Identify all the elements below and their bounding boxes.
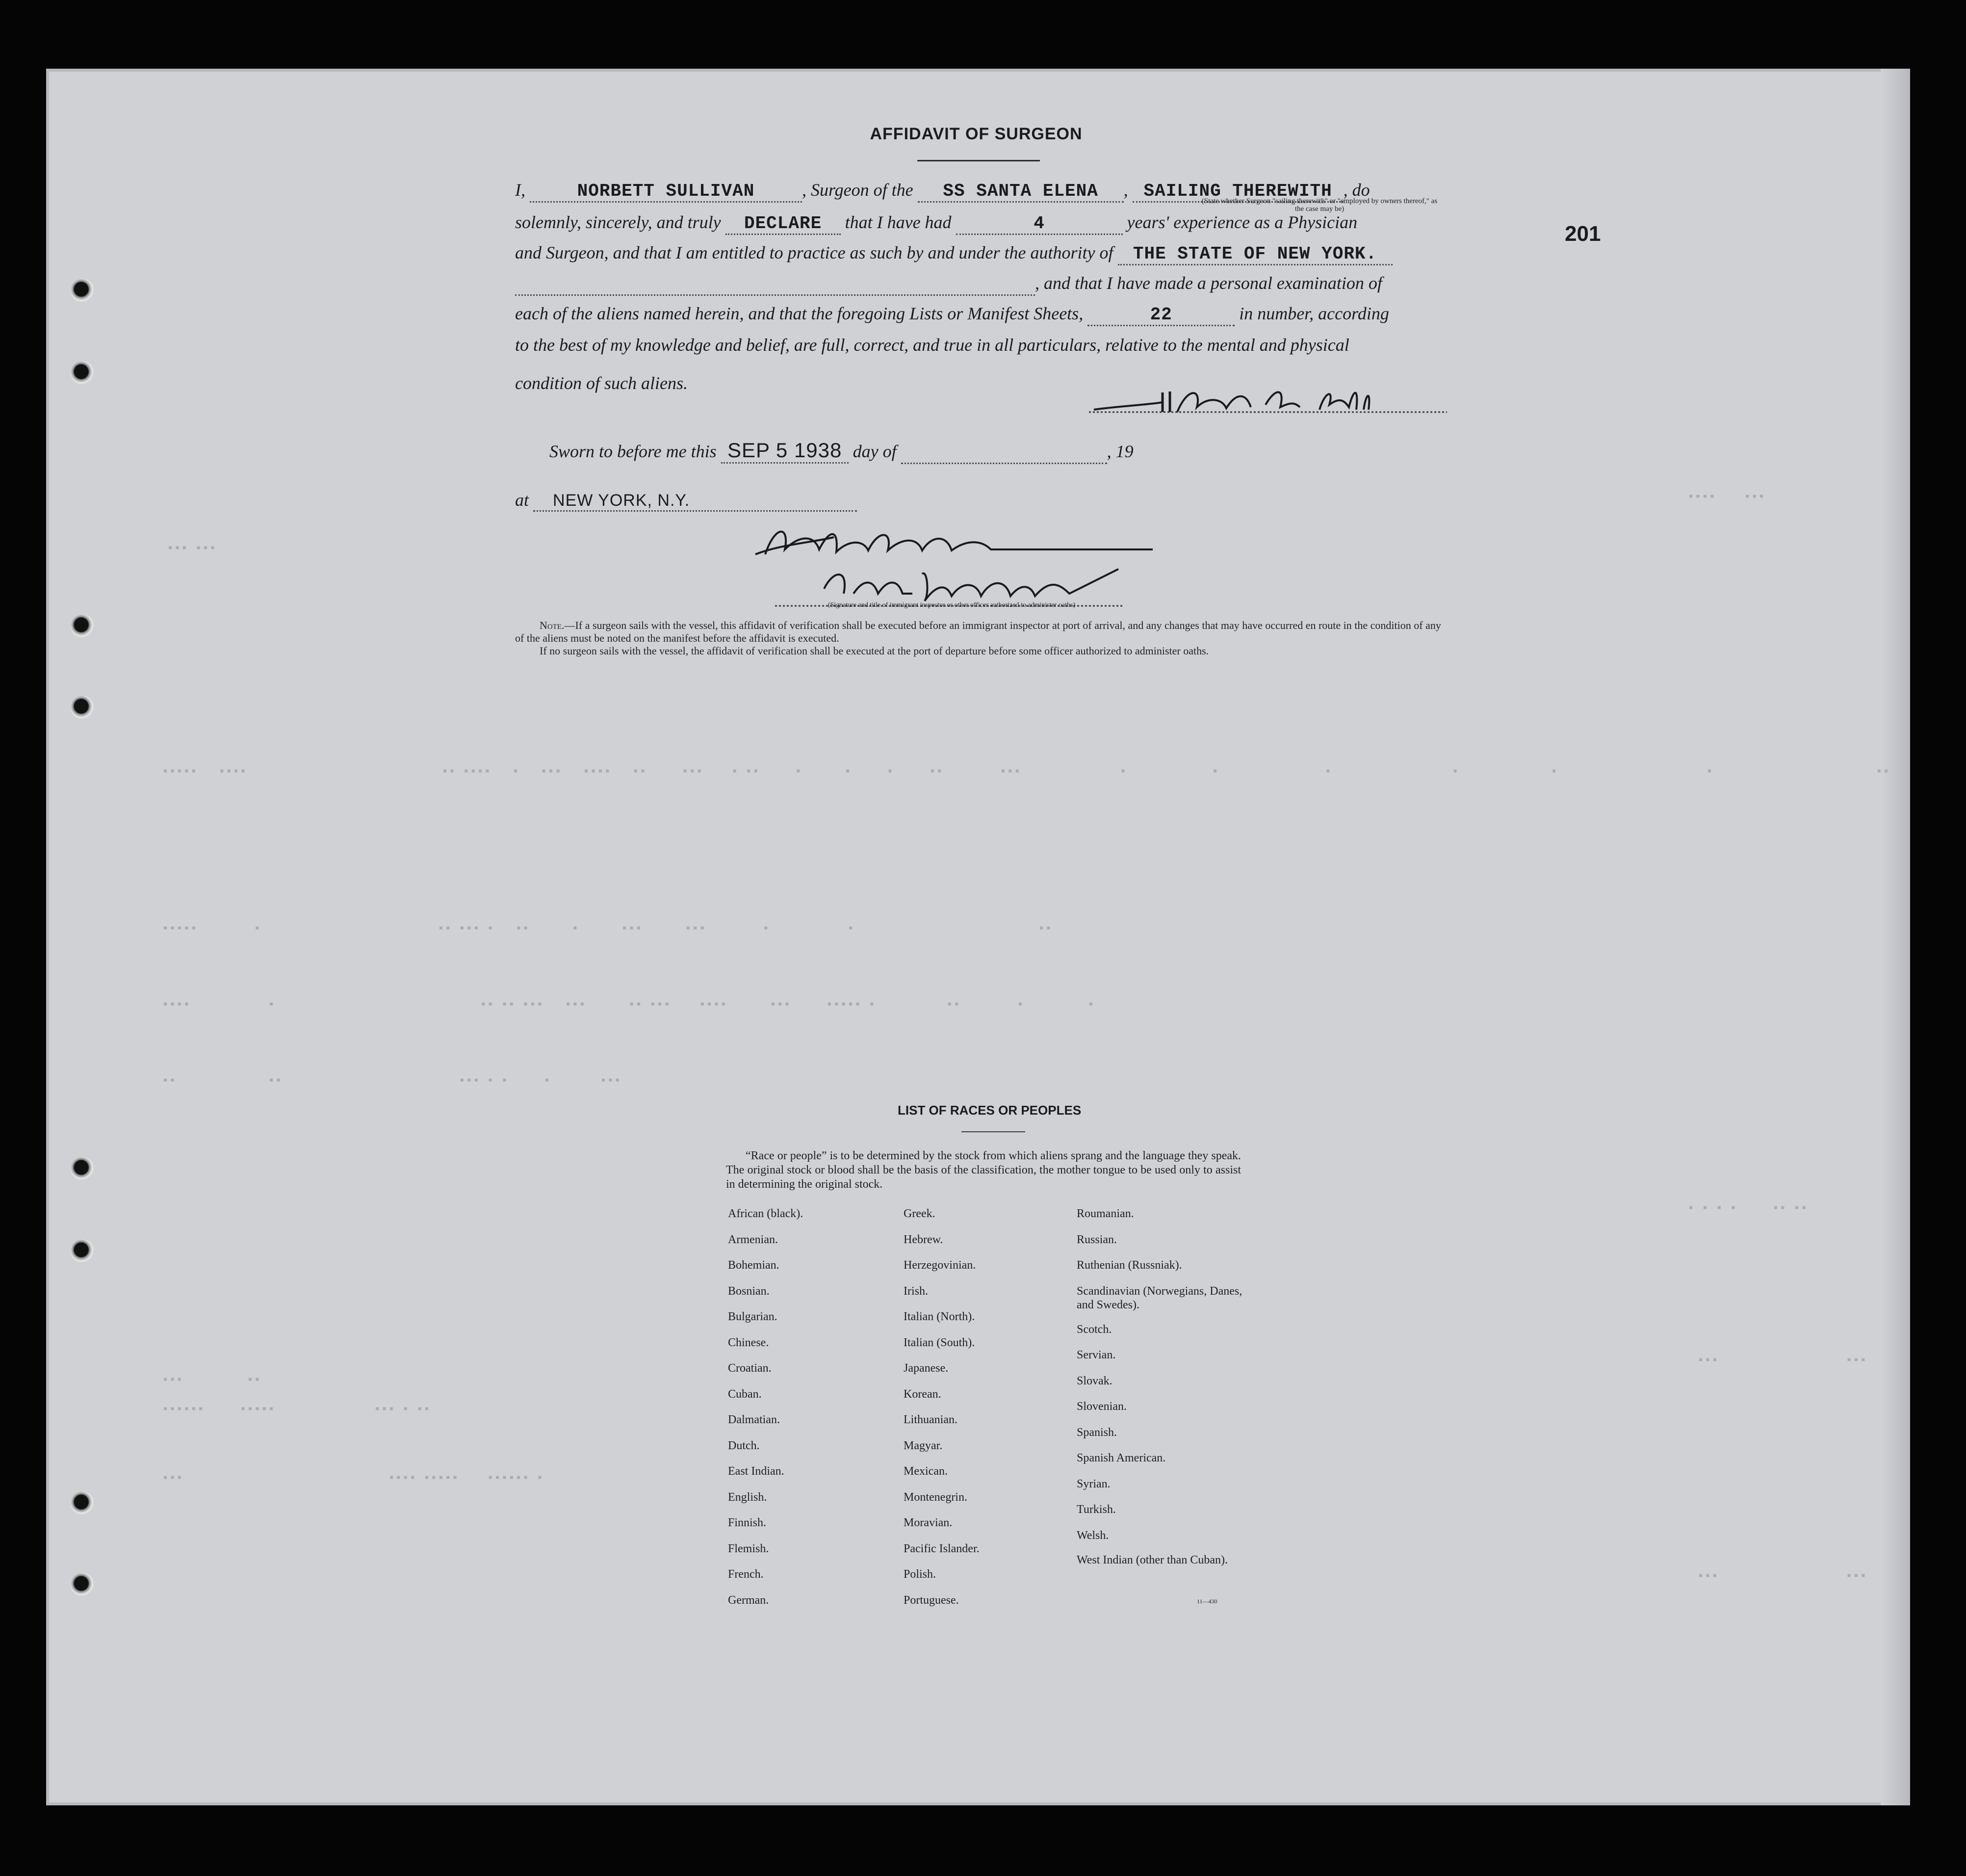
note-label: Note. xyxy=(540,619,565,631)
officer-note: (Signature and title of immigrant inspector or other officer authorized to administer oaths) xyxy=(828,601,1076,609)
place-line xyxy=(515,490,857,512)
race-item: Servian. xyxy=(1077,1349,1116,1361)
text-year-prefix: , 19 xyxy=(1107,442,1134,461)
text-authority: and Surgeon, and that I am entitled to practice as such by and under the authority of xyxy=(515,243,1113,262)
title-underline xyxy=(917,160,1040,161)
affidavit-line-5 xyxy=(515,303,1389,326)
race-item: Syrian. xyxy=(1077,1477,1111,1490)
years-field: 4 xyxy=(956,213,1123,235)
race-item: Roumanian. xyxy=(1077,1207,1134,1220)
affidavit-line-7: condition of such aliens. xyxy=(515,373,688,393)
race-item: Croatian. xyxy=(728,1362,772,1375)
race-item: East Indian. xyxy=(728,1465,784,1478)
binder-hole-icon xyxy=(71,696,94,719)
race-item: Montenegrin. xyxy=(904,1490,967,1504)
race-item: Slovak. xyxy=(1077,1374,1112,1387)
place-stamp: NEW YORK, N.Y. xyxy=(533,491,857,512)
text-sworn: Sworn to before me this xyxy=(549,442,717,461)
race-item: Moravian. xyxy=(904,1516,953,1529)
status-field: SAILING THEREWITH xyxy=(1133,181,1344,203)
race-item: Korean. xyxy=(904,1387,941,1401)
note-text-2: If no surgeon sails with the vessel, the affidavit of verification shall be executed at the port of departure before some officer authorized to administer oaths. xyxy=(540,645,1209,657)
affidavit-line-3 xyxy=(515,242,1393,265)
binder-hole-icon xyxy=(71,1239,94,1263)
race-item: Italian (North). xyxy=(904,1310,975,1323)
declaration-field: DECLARE xyxy=(725,213,841,235)
page-number: 201 xyxy=(1565,222,1601,246)
sworn-date-stamp: SEP 5 1938 xyxy=(721,439,849,464)
surgeon-signature-icon xyxy=(1089,383,1447,422)
text-i: I, xyxy=(515,180,525,200)
race-item: Italian (South). xyxy=(904,1336,975,1349)
races-intro: “Race or people” is to be determined by the stock from which aliens sprang and the language they speak. The original stock or blood shall be the basis of the classification, the mother tongue to be used only to assist in determining the original stock. xyxy=(726,1149,1241,1191)
binder-hole-icon xyxy=(71,361,94,385)
race-item: Flemish. xyxy=(728,1542,769,1555)
binder-hole-icon xyxy=(71,614,94,638)
text-surgeon-of: , Surgeon of the xyxy=(802,180,913,200)
race-item: Greek. xyxy=(904,1207,935,1220)
text-years-experience: years' experience as a Physician xyxy=(1127,212,1358,232)
officer-signature-icon xyxy=(736,515,1158,613)
races-title-underline xyxy=(961,1131,1025,1132)
text-at: at xyxy=(515,490,529,510)
sworn-line xyxy=(549,439,1134,464)
race-item: German. xyxy=(728,1593,769,1607)
binder-hole-icon xyxy=(71,1157,94,1180)
status-note: (State whether Surgeon "sailing therewith" or "employed by owners thereof," as the case may be) xyxy=(1201,197,1438,213)
race-item: Bosnian. xyxy=(728,1284,770,1298)
binder-hole-icon xyxy=(71,1491,94,1515)
races-column-1 xyxy=(728,1201,803,1613)
race-item: Bulgarian. xyxy=(728,1310,777,1323)
race-item: West Indian (other than Cuban). xyxy=(1077,1554,1228,1566)
race-item: Polish. xyxy=(904,1568,936,1581)
races-title: LIST OF RACES OR PEOPLES xyxy=(898,1103,1082,1118)
race-item: Bohemian. xyxy=(728,1259,779,1272)
race-item: Portuguese. xyxy=(904,1593,959,1607)
text-solemnly: solemnly, sincerely, and truly xyxy=(515,212,721,232)
race-item: Lithuanian. xyxy=(904,1413,957,1426)
race-item: Chinese. xyxy=(728,1336,769,1349)
race-item: Pacific Islander. xyxy=(904,1542,980,1555)
race-item: Scandinavian (Norwegians, Danes, and Swedes). xyxy=(1077,1284,1242,1311)
text-day-of: day of xyxy=(853,442,897,461)
race-item: Mexican. xyxy=(904,1465,948,1478)
race-item: Irish. xyxy=(904,1284,928,1298)
note-text-1: —If a surgeon sails with the vessel, this affidavit of verification shall be executed before an immigrant inspector at port of arrival, and any changes that may have occurred en route in the condition of any of the aliens must be noted on the manifest before the affidavit is executed. xyxy=(515,619,1441,644)
race-item: Ruthenian (Russniak). xyxy=(1077,1259,1182,1272)
sheets-field: 22 xyxy=(1087,305,1235,326)
month-field xyxy=(901,443,1107,464)
binder-hole-icon xyxy=(71,1573,94,1596)
race-item: Herzegovinian. xyxy=(904,1259,976,1272)
race-item: Scotch. xyxy=(1077,1323,1112,1336)
races-column-2 xyxy=(904,1201,980,1613)
surgeon-name-field: NORBETT SULLIVAN xyxy=(530,181,802,203)
race-item: Spanish. xyxy=(1077,1426,1117,1439)
race-item: French. xyxy=(728,1568,764,1581)
race-item: Dalmatian. xyxy=(728,1413,780,1426)
race-item: Turkish. xyxy=(1077,1503,1116,1516)
race-item: Armenian. xyxy=(728,1233,778,1246)
sheet-edge xyxy=(1881,69,1910,1805)
affidavit-title: AFFIDAVIT OF SURGEON xyxy=(870,125,1083,143)
race-item: Cuban. xyxy=(728,1387,762,1401)
affidavit-note xyxy=(515,619,1447,657)
affidavit-line-2 xyxy=(515,212,1357,235)
text-comma: , xyxy=(1123,180,1128,200)
text-examination: , and that I have made a personal examination of xyxy=(1035,273,1382,293)
race-item: Hebrew. xyxy=(904,1233,943,1246)
race-item: Japanese. xyxy=(904,1362,949,1375)
race-item: Finnish. xyxy=(728,1516,767,1529)
race-item: Slovenian. xyxy=(1077,1400,1127,1413)
affidavit-line-6: to the best of my knowledge and belief, are full, correct, and true in all particulars, relative to the mental and physical xyxy=(515,335,1349,355)
race-item: English. xyxy=(728,1490,767,1504)
race-item: Magyar. xyxy=(904,1439,943,1452)
text-number: in number, according xyxy=(1239,304,1389,323)
blank-line xyxy=(515,274,1035,296)
affidavit-line-4 xyxy=(515,273,1382,296)
vessel-field: SS SANTA ELENA xyxy=(918,181,1124,203)
race-item: African (black). xyxy=(728,1207,803,1220)
race-item: Russian. xyxy=(1077,1233,1117,1246)
authority-field: THE STATE OF NEW YORK. xyxy=(1118,244,1393,265)
form-code: 11—430 xyxy=(1197,1598,1217,1605)
text-have-had: that I have had xyxy=(845,212,952,232)
race-item: Spanish American. xyxy=(1077,1452,1166,1464)
binder-hole-icon xyxy=(71,279,94,302)
race-item: Dutch. xyxy=(728,1439,760,1452)
races-column-3 xyxy=(1077,1201,1243,1567)
text-foregoing: each of the aliens named herein, and that the foregoing Lists or Manifest Sheets, xyxy=(515,304,1084,323)
race-item: Welsh. xyxy=(1077,1529,1109,1542)
text-do: , do xyxy=(1343,180,1370,200)
